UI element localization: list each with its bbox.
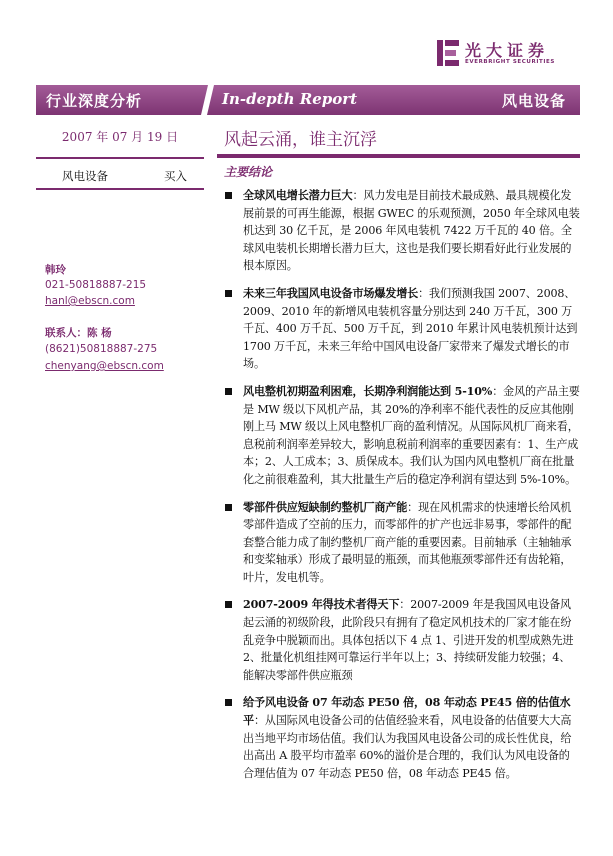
banner-sector: 风电设备 xyxy=(501,92,566,110)
contact-email[interactable]: chenyang@ebscn.com xyxy=(45,360,164,372)
report-type-en: In-depth Report xyxy=(222,90,358,108)
everbright-logo-icon xyxy=(437,40,459,66)
conclusion-lead: 全球风电增长潜力巨大 xyxy=(243,189,353,202)
left-divider-top xyxy=(36,157,204,159)
left-divider-bottom xyxy=(36,188,204,190)
section-heading: 主要结论 xyxy=(224,165,273,179)
logo-english-name: EVERBRIGHT SECURITIES xyxy=(465,59,555,65)
conclusion-item xyxy=(224,383,580,489)
conclusion-item xyxy=(224,499,580,587)
report-title: 风起云涌，谁主沉浮 xyxy=(224,130,377,150)
title-underline xyxy=(217,154,580,158)
conclusion-text: ：风力发电是目前技术最成熟、最具规模化发展前景的可再生能源，根据 GWEC 的乐观预测，2050 年全球风电装机达到 30 亿千瓦，是 2006 年风电装机 7422 万千瓦的 40 倍。全球风电装机长期增长潜力巨大，这也是我们要长期看好此行业发展的根本原因。 xyxy=(243,189,580,273)
conclusion-lead: 2007-2009 年得技术者得天下 xyxy=(243,598,400,612)
rating-sector: 风电设备 xyxy=(62,169,108,183)
conclusion-text: ：我们预测我国 2007、2008、2009、2010 年的新增风电装机容量分别达到 240 万千瓦，300 万千瓦、400 万千瓦、500 万千瓦，到 2010 年累计风电装机预计达到 1700 万千瓦，未来三年给中国风电设备厂家带来了爆发式增长的市场。 xyxy=(243,286,578,371)
conclusion-text: ：2007-2009 年是我国风电设备风起云涌的初级阶段，此阶段只有拥有了稳定风机技术的厂家才能在纷乱竞争中脱颖而出。具体包括以下 4 点 1、引进开发的机型成熟先进 2、批量化机组挂网可靠运行半年以上；3、持续研发能力较强；4、能解决零部件供应瓶颈 xyxy=(243,598,574,682)
logo-chinese-name: 光大证券 xyxy=(465,41,550,60)
company-logo xyxy=(437,38,597,72)
conclusion-lead: 零部件供应短缺制约整机厂商产能 xyxy=(243,500,408,514)
conclusion-item xyxy=(224,596,580,684)
report-banner xyxy=(36,85,580,115)
conclusion-lead: 未来三年我国风电设备市场爆发增长 xyxy=(243,286,419,300)
conclusion-text: ：金风的产品主要是 MW 级以下风机产品，其 20%的净利率不能代表性的反应其他刚刚上马 MW 级以上风电整机厂商的盈利情况。从国际风机厂商来看，息税前利润率差异较大，影响息税前利润率的重要因素有：1、生产成本；2、人工成本；3、质保成本。我们认为国内风电整机厂商在批量化之前很难盈利，其大批量生产后的稳定净利润有望达到 5%-10%。 xyxy=(243,384,580,486)
analyst-phone: 021-50818887-215 xyxy=(45,279,147,291)
rating-value: 买入 xyxy=(164,169,187,183)
conclusion-text: ：从国际风电设备公司的估值经验来看，风电设备的估值要大大高出当地平均市场估值。我们认为我国风电设备公司的成长性优良，给出高出 A 股平均市盈率 60%的溢价是合理的，我们认为风电设备的合理估值为 07 年动态 PE50 倍，08 年动态 PE45 倍。 xyxy=(243,714,572,780)
conclusion-item xyxy=(224,694,580,782)
conclusion-item xyxy=(224,187,580,275)
contact-phone: (8621)50818887-275 xyxy=(45,343,158,355)
analyst-name: 韩玲 xyxy=(45,264,66,276)
conclusion-lead: 风电整机初期盈利困难，长期净利润能达到 5-10% xyxy=(243,384,493,398)
conclusion-item xyxy=(224,285,580,373)
report-date: 2007 年 07 月 19 日 xyxy=(61,130,179,144)
rating-row xyxy=(36,167,204,185)
conclusion-text: ：现在风机需求的快速增长给风机零部件造成了空前的压力，而零部件的扩产也远非易事，零部件的配套整合能力成了制约整机厂商产能的重要因素。目前轴承（主轴轴承和变桨轴承）形成了最明显的瓶颈，而其他瓶颈零部件还有齿轮箱，叶片，发电机等。 xyxy=(243,500,572,584)
conclusion-lead: 给予风电设备 07 年动态 PE50 倍，08 年动态 PE45 倍的估值水平 xyxy=(243,696,571,728)
key-conclusions xyxy=(224,187,580,782)
report-type-cn: 行业深度分析 xyxy=(46,92,143,110)
analyst-email[interactable]: hanl@ebscn.com xyxy=(45,295,135,307)
contact-label: 联系人：陈 杨 xyxy=(45,327,112,339)
